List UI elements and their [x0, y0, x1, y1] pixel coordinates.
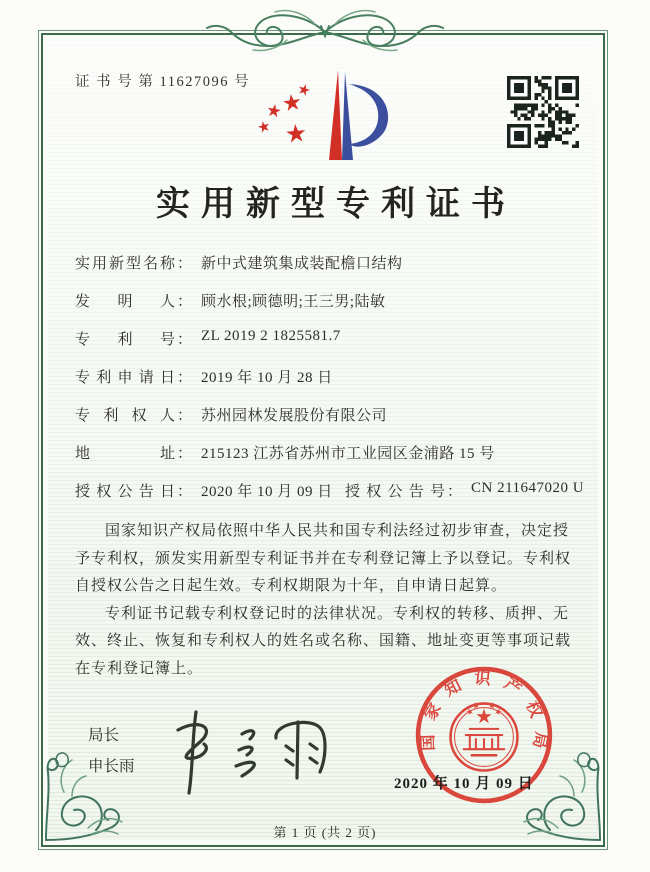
- field-label: 专利申请日: [75, 370, 175, 386]
- inventors: 顾水根;顾德明;王三男;陆敏: [201, 294, 386, 310]
- legal-paragraph-1: 国家知识产权局依照中华人民共和国专利法经过初步审查，决定授予专利权，颁发实用新型专利证书并在专利登记簿上予以登记。专利权自授权公告之日起生效。专利权期限为十年，自申请日起算。: [75, 523, 572, 594]
- field-row-inventors: 发明人 ： 顾水根;顾德明;王三男;陆敏: [75, 290, 580, 328]
- seal-date: 2020 年 10 月 09 日: [394, 776, 534, 792]
- field-row-name: 实用新型名称 ： 新中式建筑集成装配檐口结构: [75, 252, 580, 290]
- certificate-number: 证 书 号 第 11627096 号: [75, 74, 251, 90]
- director-block: [88, 720, 135, 782]
- address: 215123 江苏省苏州市工业园区金浦路 15 号: [201, 446, 495, 462]
- field-row-grant: 授权公告日 ： 2020 年 10 月 09 日 授权公告号 ： CN 211647020 U: [75, 480, 585, 500]
- qr-code: [507, 76, 579, 148]
- field-label: 实用新型名称: [75, 256, 175, 272]
- seal-ring-text: 国家知识产权局: [418, 669, 551, 762]
- patent-number: ZL 2019 2 1825581.7: [201, 328, 341, 344]
- filing-date: 2019 年 10 月 28 日: [201, 370, 333, 386]
- legal-text: [75, 518, 577, 683]
- grant-number: CN 211647020 U: [471, 480, 585, 496]
- cnipa-logo-icon: [252, 70, 402, 165]
- field-label: 专利权人: [75, 408, 175, 424]
- field-row-patentee: 专利权人 ： 苏州园林发展股份有限公司: [75, 404, 580, 442]
- page-number: 第 1 页 (共 2 页): [273, 825, 377, 840]
- field-label: 授权公告日: [75, 484, 175, 500]
- national-emblem-icon: [451, 701, 518, 770]
- field-row-patent-no: 专利号 ： ZL 2019 2 1825581.7: [75, 328, 341, 348]
- director-signature-handwriting: [160, 700, 345, 800]
- field-label: 地址: [75, 446, 175, 462]
- utility-model-name: 新中式建筑集成装配檐口结构: [201, 256, 403, 272]
- field-label: 发明人: [75, 294, 175, 310]
- certificate-fields: [75, 252, 585, 518]
- field-row-filing-date: 专利申请日 ： 2019 年 10 月 28 日: [75, 366, 580, 404]
- director-name: 申长雨: [88, 758, 135, 775]
- field-row-address: 地址 ： 215123 江苏省苏州市工业园区金浦路 15 号: [75, 442, 580, 480]
- grant-date: 2020 年 10 月 09 日: [201, 484, 333, 500]
- certificate-title: 实用新型专利证书: [156, 186, 516, 223]
- director-title: 局长: [88, 727, 120, 744]
- legal-paragraph-2: 专利证书记载专利权登记时的法律状况。专利权的转移、质押、无效、终止、恢复和专利权人的姓名或名称、国籍、地址变更等事项记载在专利登记簿上。: [75, 605, 572, 677]
- field-label: 授权公告号: [345, 484, 445, 500]
- field-label: 专利号: [75, 332, 175, 348]
- patentee: 苏州园林发展股份有限公司: [201, 408, 388, 424]
